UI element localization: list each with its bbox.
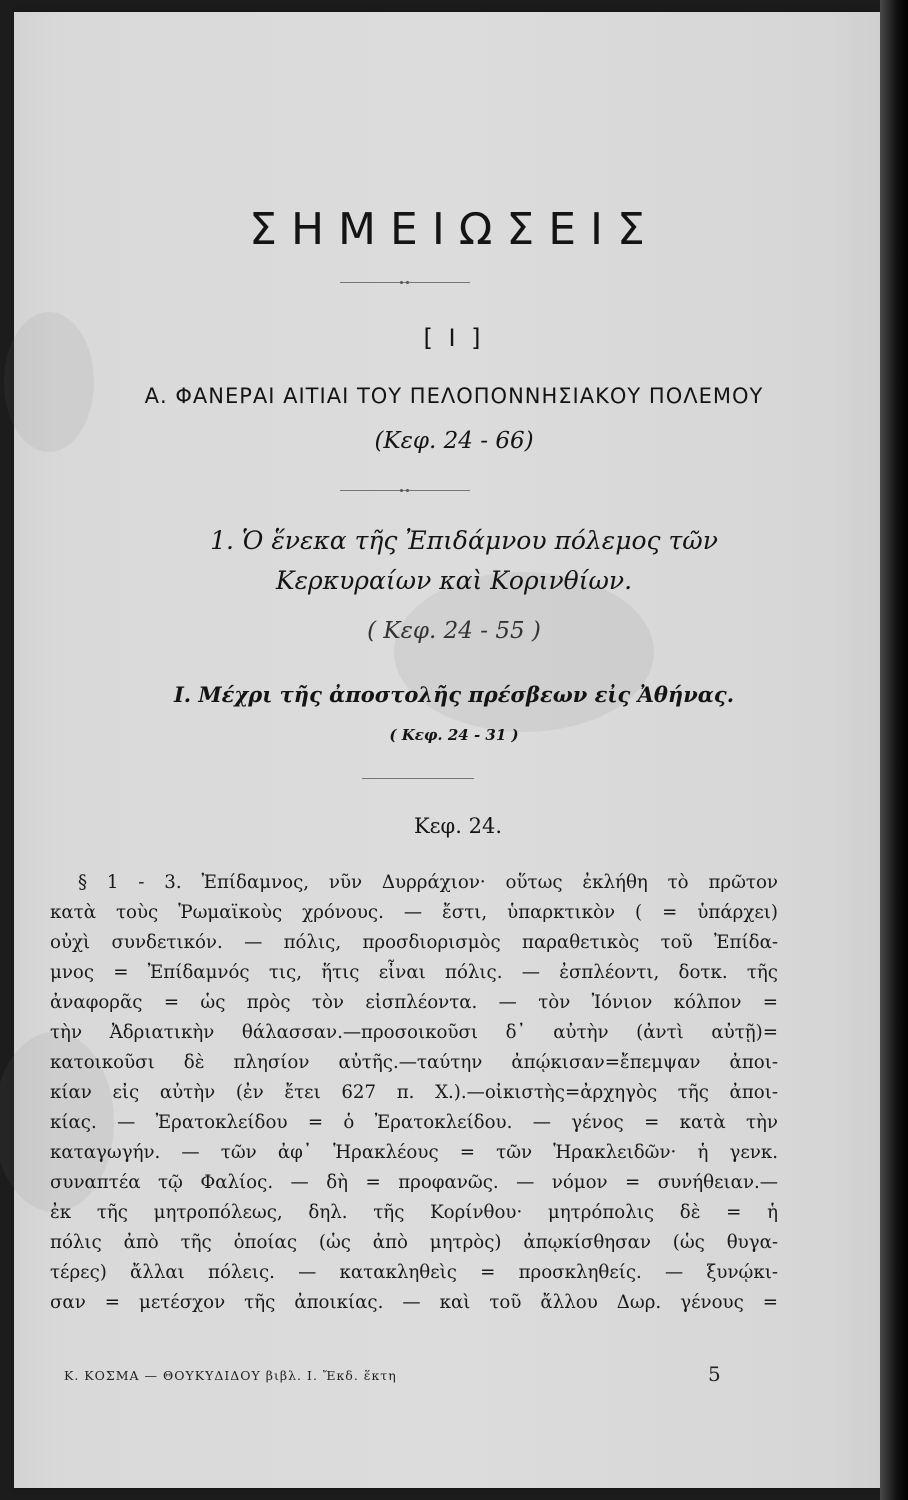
section-number: [ I ]: [423, 324, 485, 352]
chapter-heading: Κεφ. 24.: [413, 814, 503, 838]
divider-rule: [340, 282, 470, 283]
text-line: κατοικοῦσι δὲ πλησίον αὐτῆς.—ταύτην ἀπῴκισαν=ἔπεμψαν ἀποι-: [50, 1052, 778, 1073]
commentary-text: [50, 868, 778, 1318]
chapter-range: ( Κεφ. 24 - 55 ): [367, 618, 541, 644]
text-line: ἐκ τῆς μητροπόλεως, δηλ. τῆς Κορίνθου· μητρόπολις δὲ = ἡ: [50, 1202, 778, 1223]
page-title: ΣΗΜΕΙΩΣΕΙΣ: [249, 204, 659, 255]
page-number: 5: [708, 1362, 721, 1386]
divider-rule: [340, 490, 470, 491]
text-line: οὐχὶ συνδετικόν. — πόλις, προσδιορισμὸς παραθετικὸς τοῦ Ἐπίδα-: [50, 932, 778, 953]
text-line: μνος = Ἐπίδαμνός τις, ἥτις εἶναι πόλις. — ἐσπλέοντι, δοτκ. τῆς: [50, 962, 778, 983]
divider-rule: [362, 778, 474, 779]
chapter-title-line-1: 1. Ὁ ἕνεκα τῆς Ἐπιδάμνου πόλεμος τῶν: [210, 526, 718, 555]
subsection-range: ( Κεφ. 24 - 31 ): [389, 726, 519, 744]
part-title: Α. ΦΑΝΕΡΑΙ ΑΙΤΙΑΙ ΤΟΥ ΠΕΛΟΠΟΝΝΗΣΙΑΚΟΥ ΠΟΛΕΜΟΥ: [144, 384, 764, 408]
text-line: σαν = μετέσχον τῆς ἀποικίας. — καὶ τοῦ ἄλλου Δωρ. γένους =: [50, 1292, 778, 1313]
text-line: καταγωγήν. — τῶν ἀφ᾽ Ἡρακλέους = τῶν Ἡρακλειδῶν· ἡ γενκ.: [50, 1142, 778, 1163]
part-chapter-range: (Κεφ. 24 - 66): [374, 428, 534, 454]
text-line: πόλις ἀπὸ τῆς ὁποίας (ὡς ἀπὸ μητρὸς) ἀπῳκίσθησαν (ὡς θυγα-: [50, 1232, 778, 1253]
chapter-title-line-2: Κερκυραίων καὶ Κορινθίων.: [275, 566, 633, 595]
text-line: κίας. — Ἐρατοκλείδου = ὁ Ἐρατοκλείδου. — γένος = κατὰ τὴν: [50, 1112, 778, 1133]
text-line: § 1 - 3. Ἐπίδαμνος, νῦν Δυρράχιον· οὕτως ἐκλήθη τὸ πρῶτον: [78, 872, 778, 893]
text-line: ἀναφορᾶς = ὡς πρὸς τὸν εἰσπλέοντα. — τὸν Ἰόνιον κόλπον =: [50, 992, 778, 1013]
subsection-title: I. Μέχρι τῆς ἀποστολῆς πρέσβεων εἰς Ἀθήνας.: [173, 682, 735, 707]
text-line: κατὰ τοὺς Ῥωμαϊκοὺς χρόνους. — ἔστι, ὑπαρκτικὸν ( = ὑπάρχει): [50, 902, 778, 923]
text-line: τὴν Ἀδριατικὴν θάλασσαν.—προσοικοῦσι δ᾽ αὐτὴν (ἀντὶ αὐτῇ)=: [50, 1022, 778, 1043]
text-line: τέρες) ἄλλαι πόλεις. — κατακληθεὶς = προσκληθείς. — ξυνῴκι-: [50, 1262, 778, 1283]
text-line: συναπτέα τῷ Φαλίος. — δὴ = προφανῶς. — νόμον = συνήθειαν.—: [50, 1172, 778, 1193]
page-footer: Κ. ΚΟΣΜΑ — ΘΟΥΚΥΔΙΔΟΥ βιβλ. Ι. Ἔκδ. ἕκτη: [64, 1368, 397, 1383]
text-line: κίαν εἰς αὐτὴν (ἐν ἔτει 627 π. Χ.).—οἰκιστὴς=ἀρχηγὸς τῆς ἀποι-: [50, 1082, 778, 1103]
